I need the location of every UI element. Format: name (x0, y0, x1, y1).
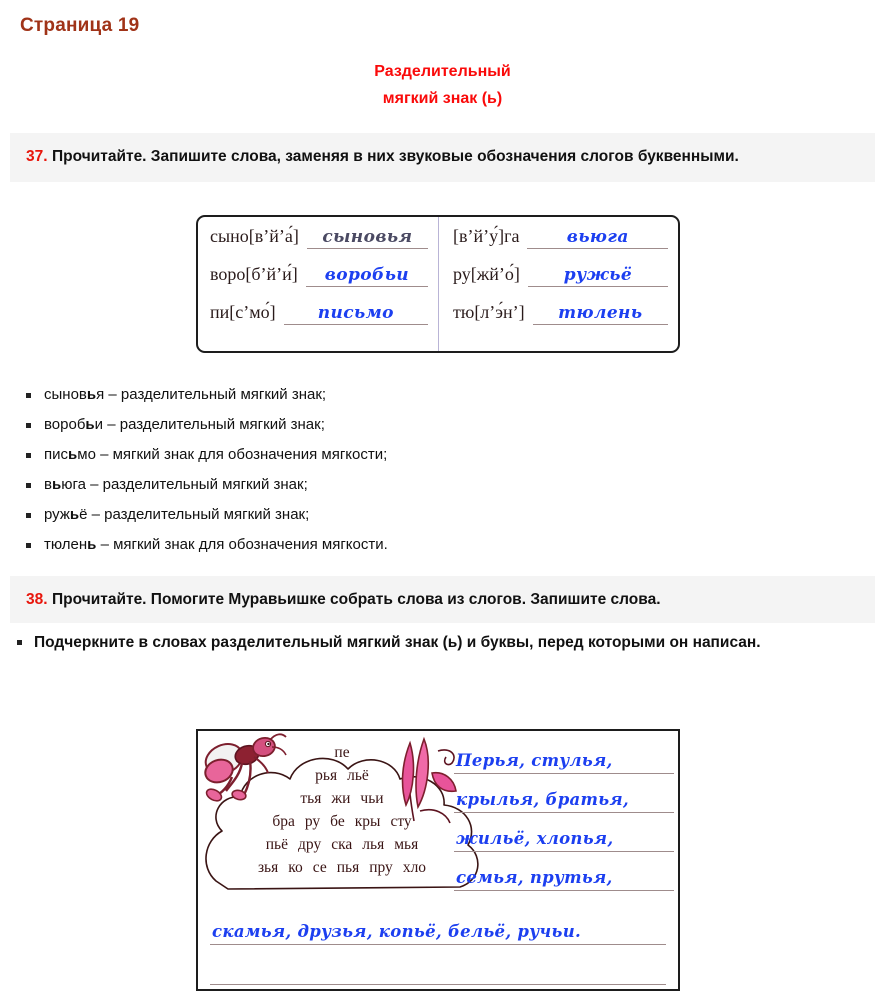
handwritten-answer: ружьё (563, 265, 633, 285)
syllable: ска (331, 836, 353, 853)
handwritten-answer-slot (307, 227, 428, 249)
answer-word-end: юга (61, 476, 86, 493)
exercise-38-heading (10, 576, 875, 623)
exercise-38-answer-lines (454, 739, 676, 895)
writing-rule (210, 984, 666, 985)
syllable: льё (347, 767, 369, 784)
answer-line (454, 739, 676, 778)
exercise-38-number: 38. (26, 591, 48, 608)
transcription-row (453, 264, 668, 302)
writing-rule (454, 851, 674, 852)
syllable: ру (304, 813, 321, 830)
syllable-row (198, 764, 486, 787)
answer-explanation: – разделительный мягкий знак; (87, 506, 310, 523)
answer-word-start: в (44, 476, 52, 493)
syllable: ко (288, 859, 303, 876)
handwritten-answer-slot (533, 303, 668, 325)
handwritten-answer: вьюга (566, 227, 629, 247)
handwritten-answer: жильё, хлопья, (456, 829, 614, 848)
transcription-text: воро[б’й’и́] (210, 264, 298, 284)
handwritten-answer: воробьи (324, 265, 410, 285)
exercise-37-instruction: Прочитайте. Запишите слова, заменяя в них звуковые обозначения слогов буквенными. (52, 148, 739, 165)
answer-word-start: сынов (44, 386, 87, 403)
transcription-row (210, 264, 428, 302)
list-item (22, 530, 722, 560)
exercise-37-number: 37. (26, 148, 48, 165)
writing-rule (454, 812, 674, 813)
answer-word-start: пис (44, 446, 69, 463)
handwritten-answer-slot (528, 265, 668, 287)
handwritten-answer: скамья, друзья, копьё, бельё, ручьи. (212, 922, 582, 941)
soft-sign: ь (68, 446, 78, 463)
section-title-line-1: Разделительный (374, 63, 511, 80)
soft-sign: ь (87, 536, 97, 553)
syllable: лья (362, 836, 385, 853)
syllable-row (198, 810, 486, 833)
syllable: рья (315, 767, 338, 784)
syllable: зья (257, 859, 279, 876)
handwritten-answer: семья, прутья, (456, 868, 613, 887)
transcription-row (453, 226, 668, 264)
list-item (22, 440, 722, 470)
answer-line (454, 817, 676, 856)
transcription-text: ру[жй’о́] (453, 264, 520, 284)
section-title (0, 58, 885, 112)
syllable-row (198, 741, 486, 764)
answer-line-empty (210, 949, 666, 989)
answer-explanation: – разделительный мягкий знак; (104, 386, 327, 403)
syllable-rows (198, 741, 486, 879)
exercise-38-instruction: Прочитайте. Помогите Муравьишке собрать слова из слогов. Запишите слова. (52, 591, 661, 608)
transcription-row (453, 302, 668, 340)
writing-rule (454, 773, 674, 774)
syllable: сту (390, 813, 412, 830)
handwritten-answer: письмо (317, 303, 394, 323)
answer-line (454, 856, 676, 895)
syllable: се (312, 859, 327, 876)
answer-word-end: мо (77, 446, 96, 463)
section-title-line-2: мягкий знак (ь) (382, 90, 503, 107)
exercise-37-transcription-box (196, 215, 680, 353)
exercise-38-sub-instruction: Подчеркните в словах разделительный мягкий знак (ь) и буквы, перед которыми он написан. (12, 628, 862, 657)
answer-explanation: – мягкий знак для обозначения мягкости. (96, 536, 388, 553)
soft-sign: ь (85, 416, 95, 433)
syllable: бе (330, 813, 345, 830)
handwritten-answer-slot (284, 303, 428, 325)
answer-word-end: я (96, 386, 105, 403)
transcription-text: пи[с’мо́] (210, 302, 276, 322)
syllable: пьё (265, 836, 289, 853)
syllable-row (198, 856, 486, 879)
syllable: пру (369, 859, 393, 876)
answer-word-start: тюлен (44, 536, 88, 553)
transcription-column-left (198, 217, 438, 351)
writing-rule (454, 890, 674, 891)
exercise-38-syllable-box (196, 729, 680, 991)
transcription-column-right (438, 217, 678, 351)
exercise-37-heading (10, 133, 875, 182)
syllable: дру (298, 836, 322, 853)
syllable: бра (272, 813, 295, 830)
answer-explanation: – мягкий знак для обозначения мягкости; (95, 446, 388, 463)
writing-rule (210, 944, 666, 945)
syllable: тья (300, 790, 322, 807)
syllable-row (198, 833, 486, 856)
list-item (22, 410, 722, 440)
answer-word-start: вороб (44, 416, 86, 433)
answer-explanation: – разделительный мягкий знак; (103, 416, 325, 433)
syllable-row (198, 787, 486, 810)
syllable: пе (334, 744, 350, 761)
handwritten-answer: Перья, стулья, (456, 751, 613, 770)
transcription-text: тю[л’э́н’] (453, 302, 525, 322)
answer-word-start: руж (44, 506, 70, 523)
transcription-text: сыно[в’й’а́] (210, 226, 299, 246)
syllable: мья (394, 836, 419, 853)
answer-line-wide (210, 909, 666, 949)
answer-word-end: ё (79, 506, 88, 523)
answer-explanation: – разделительный мягкий знак; (85, 476, 308, 493)
handwritten-answer: тюлень (558, 303, 643, 323)
transcription-text: [в’й’у́]га (453, 226, 520, 246)
syllable: хло (402, 859, 427, 876)
soft-sign: ь (51, 476, 62, 493)
list-item (22, 470, 722, 500)
page-title: Страница 19 (20, 15, 140, 36)
answer-word-end: и (94, 416, 104, 433)
handwritten-answer: сыновья (322, 227, 413, 247)
handwritten-answer-slot (527, 227, 668, 249)
syllable-cloud (198, 731, 488, 911)
syllable: жи (331, 790, 351, 807)
list-item (22, 380, 722, 410)
soft-sign: ь (86, 386, 97, 403)
exercise-37-answer-list (22, 380, 722, 560)
syllable: чьи (360, 790, 384, 807)
handwritten-answer: крылья, братья, (456, 790, 629, 809)
syllable: пья (336, 859, 360, 876)
soft-sign: ь (69, 506, 80, 523)
transcription-row (210, 302, 428, 340)
syllable: кры (354, 813, 381, 830)
transcription-row (210, 226, 428, 264)
handwritten-answer-slot (306, 265, 428, 287)
list-item (22, 500, 722, 530)
answer-line (454, 778, 676, 817)
